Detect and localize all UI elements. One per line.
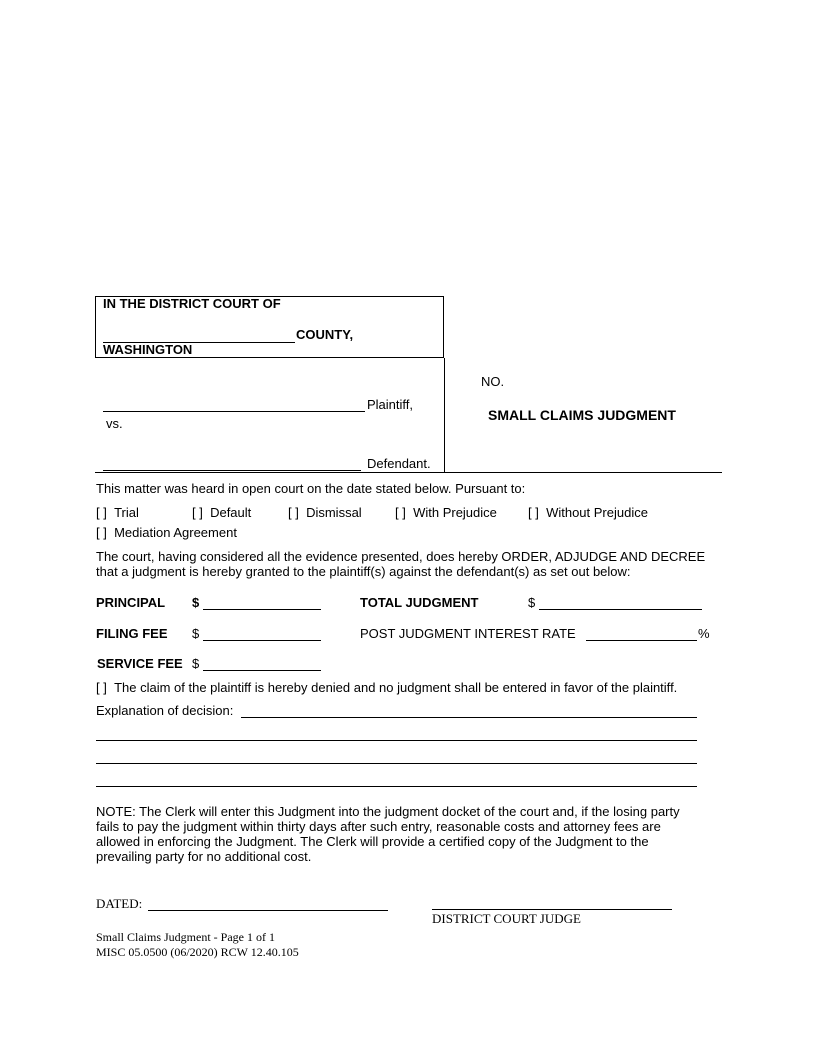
service-fee-blank[interactable]: [203, 670, 321, 671]
county-label: COUNTY,: [296, 327, 354, 342]
checkbox[interactable]: [ ]: [96, 505, 107, 520]
order-text: The court, having considered all the evidence presented, does hereby ORDER, ADJUDGE AND DECREE that a judgment is hereby granted to the plaintiff(s) against the defendant(s) as set out below:: [96, 549, 706, 579]
footer-page-info: Small Claims Judgment - Page 1 of 1: [96, 930, 275, 944]
caption-divider: [444, 358, 445, 472]
option-with-prejudice[interactable]: [395, 505, 497, 520]
percent-sign: %: [698, 626, 710, 641]
option-label: Mediation Agreement: [114, 525, 237, 540]
case-number-label: NO.: [481, 374, 505, 389]
option-label: Without Prejudice: [546, 505, 648, 520]
explanation-line-1[interactable]: [241, 717, 697, 718]
checkbox[interactable]: [ ]: [192, 505, 203, 520]
clerk-note: NOTE: The Clerk will enter this Judgment into the judgment docket of the court and, if the losing party fails to pay the judgment within thirty days after such entry, reasonable costs and attorney fees are allowed in enforcing the Judgment. The Clerk will provide a certified copy of the Judgment to the prevailing party for no additional cost.: [96, 804, 680, 864]
document-title: SMALL CLAIMS JUDGMENT: [488, 407, 676, 423]
checkbox[interactable]: [ ]: [96, 680, 107, 695]
checkbox[interactable]: [ ]: [528, 505, 539, 520]
filing-fee-dollar: $: [192, 626, 200, 641]
checkbox[interactable]: [ ]: [96, 525, 107, 540]
defendant-label: Defendant.: [367, 456, 431, 471]
denial-text: The claim of the plaintiff is hereby denied and no judgment shall be entered in favor of the plaintiff.: [114, 680, 678, 695]
principal-label: PRINCIPAL: [96, 595, 166, 610]
court-title: IN THE DISTRICT COURT OF: [103, 296, 281, 311]
judge-signature-line[interactable]: [432, 909, 672, 910]
judge-label: DISTRICT COURT JUDGE: [432, 911, 581, 926]
interest-rate-blank[interactable]: [586, 640, 697, 641]
total-amount-blank[interactable]: [539, 609, 702, 610]
versus-label: vs.: [106, 416, 123, 431]
option-trial[interactable]: [96, 505, 139, 520]
service-fee-label: SERVICE FEE: [97, 656, 183, 671]
filing-fee-blank[interactable]: [203, 640, 321, 641]
option-default[interactable]: [192, 505, 251, 520]
option-without-prejudice[interactable]: [528, 505, 648, 520]
footer-form-number: MISC 05.0500 (06/2020) RCW 12.40.105: [96, 945, 299, 959]
interest-rate-label: POST JUDGMENT INTEREST RATE: [360, 626, 576, 641]
explanation-line-2[interactable]: [96, 740, 697, 741]
state-label: WASHINGTON: [103, 342, 193, 357]
hearing-intro: This matter was heard in open court on the date stated below. Pursuant to:: [96, 481, 526, 496]
option-label: Dismissal: [306, 505, 362, 520]
option-dismissal[interactable]: [288, 505, 362, 520]
total-judgment-label: TOTAL JUDGMENT: [360, 595, 479, 610]
checkbox[interactable]: [ ]: [288, 505, 299, 520]
principal-dollar: $: [192, 595, 200, 610]
explanation-line-3[interactable]: [96, 763, 697, 764]
option-mediation-agreement[interactable]: [96, 525, 237, 540]
dated-label: DATED:: [96, 896, 143, 911]
explanation-label: Explanation of decision:: [96, 703, 234, 718]
explanation-line-4[interactable]: [96, 786, 697, 787]
denial-option[interactable]: [96, 680, 677, 695]
filing-fee-label: FILING FEE: [96, 626, 168, 641]
caption-bottom-rule: [95, 472, 722, 473]
defendant-name-blank[interactable]: [103, 470, 361, 471]
option-label: Trial: [114, 505, 139, 520]
checkbox[interactable]: [ ]: [395, 505, 406, 520]
plaintiff-label: Plaintiff,: [367, 397, 414, 412]
total-dollar: $: [528, 595, 536, 610]
principal-amount-blank[interactable]: [203, 609, 321, 610]
option-label: With Prejudice: [413, 505, 497, 520]
plaintiff-name-blank[interactable]: [103, 411, 365, 412]
dated-blank[interactable]: [148, 910, 388, 911]
option-label: Default: [210, 505, 252, 520]
service-fee-dollar: $: [192, 656, 200, 671]
